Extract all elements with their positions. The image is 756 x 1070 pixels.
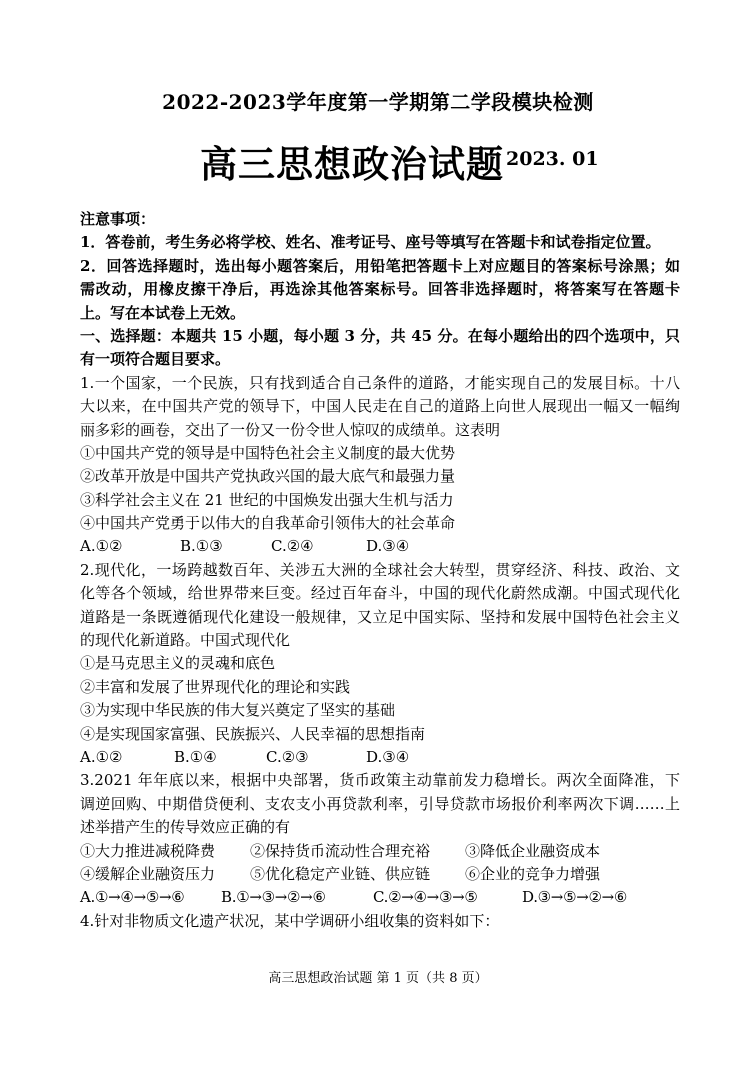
- q1-stem-line-2: 大以来，在中国共产党的领导下，中国人民走在自己的道路上向世人展现出一幅又一幅绚: [80, 397, 680, 416]
- q3-option-c: C.②→④→③→⑤: [373, 888, 478, 907]
- q2-stem-line-3: 道路是一条既遵循现代化建设一般规律，又立足中国实际、坚持和发展中国特色社会主义: [80, 607, 680, 626]
- q1-stem-line-3: 丽多彩的画卷，交出了一份又一份令世人惊叹的成绩单。这表明: [80, 420, 501, 439]
- q2-statement-1: ①是马克思主义的灵魂和底色: [80, 654, 276, 673]
- q1-statement-1: ①中国共产党的领导是中国特色社会主义制度的最大优势: [80, 443, 456, 462]
- q2-stem-line-2: 化等各个领域，给世界带来巨变。经过百年奋斗，中国的现代化蔚然成潮。中国式现代化: [80, 584, 680, 603]
- q2-stem-line-1: 2.现代化，一场跨越数百年、关涉五大洲的全球社会大转型，贯穿经济、科技、政治、文: [80, 560, 680, 579]
- q3-stem-line-1: 3.2021 年年底以来，根据中央部署，货币政策主动靠前发力稳增长。两次全面降准，下: [80, 771, 680, 790]
- q1-option-a: A.①②: [80, 537, 123, 556]
- q3-stem-line-2: 调逆回购、中期借贷便利、支农支小再贷款利率，引导贷款市场报价利率两次下调……上: [80, 794, 680, 813]
- q4-stem-line-1: 4.针对非物质文化遗产状况，某中学调研小组收集的资料如下：: [80, 911, 500, 930]
- notice-item-1: 1．答卷前，考生务必将学校、姓名、准考证号、座号等填写在答题卡和试卷指定位置。: [80, 233, 661, 252]
- q3-statement-2: ②保持货币流动性合理充裕: [250, 841, 431, 860]
- q3-option-a: A.①→④→⑤→⑥: [80, 888, 185, 907]
- section-heading-line-2: 有一项符合题目要求。: [80, 350, 231, 369]
- q2-options: [80, 746, 680, 769]
- q3-option-d: D.③→⑤→②→⑥: [522, 888, 628, 907]
- notice-item-2-line-2: 需改动，用橡皮擦干净后，再选涂其他答案标号。回答非选择题时，将答案写在答题卡: [80, 280, 680, 299]
- q3-options: [80, 886, 680, 909]
- q1-option-c: C.②④: [271, 537, 314, 556]
- notice-heading: 注意事项：: [80, 210, 156, 228]
- q1-option-b: B.①③: [180, 537, 223, 556]
- q2-statement-4: ④是实现国家富强、民族振兴、人民幸福的思想指南: [80, 724, 426, 743]
- q3-statements-row-1: [80, 840, 680, 863]
- q1-statement-4: ④中国共产党勇于以伟大的自我革命引领伟大的社会革命: [80, 514, 456, 533]
- q1-options: [80, 535, 680, 558]
- q2-option-b: B.①④: [174, 747, 217, 766]
- q1-stem-line-1: 1.一个国家，一个民族，只有找到适合自己条件的道路，才能实现自己的发展目标。十八: [80, 373, 680, 392]
- q2-option-c: C.②③: [266, 747, 309, 766]
- notice-item-2-line-1: 2．回答选择题时，选出每小题答案后，用铅笔把答题卡上对应题目的答案标号涂黑；如: [80, 256, 680, 275]
- section-heading-line-1: 一、选择题：本题共 15 小题，每小题 3 分，共 45 分。在每小题给出的四个选项中，只: [80, 326, 680, 345]
- q2-option-a: A.①②: [80, 747, 123, 766]
- q2-statement-2: ②丰富和发展了世界现代化的理论和实践: [80, 677, 351, 696]
- notice-item-2-line-3: 上。写在本试卷上无效。: [80, 303, 246, 322]
- q1-option-d: D.③④: [366, 537, 410, 556]
- exam-date: 2023. 01: [506, 148, 599, 170]
- q3-statement-1: ①大力推进减税降费: [80, 841, 216, 860]
- q3-stem-line-3: 述举措产生的传导效应正确的有: [80, 818, 291, 837]
- q3-statement-4: ④缓解企业融资压力: [80, 864, 216, 883]
- q2-stem-line-4: 的现代化新道路。中国式现代化: [80, 631, 291, 650]
- q3-statement-3: ③降低企业融资成本: [465, 841, 601, 860]
- exam-content: [80, 208, 680, 933]
- q3-statement-6: ⑥企业的竞争力增强: [465, 864, 601, 883]
- q3-statement-5: ⑤优化稳定产业链、供应链: [250, 864, 431, 883]
- exam-title: 高三思想政治试题: [200, 142, 504, 186]
- q3-statements-row-2: [80, 863, 680, 886]
- q2-statement-3: ③为实现中华民族的伟大复兴奠定了坚实的基础: [80, 701, 396, 720]
- q2-option-d: D.③④: [366, 747, 410, 766]
- q3-option-b: B.①→③→②→⑥: [221, 888, 326, 907]
- exam-header: 2022-2023学年度第一学期第二学段模块检测: [162, 90, 594, 114]
- q1-statement-2: ②改革开放是中国共产党执政兴国的最大底气和最强力量: [80, 467, 456, 486]
- page-footer: 高三思想政治试题 第 1 页（共 8 页）: [268, 971, 488, 986]
- q1-statement-3: ③科学社会主义在 21 世纪的中国焕发出强大生机与活力: [80, 490, 454, 509]
